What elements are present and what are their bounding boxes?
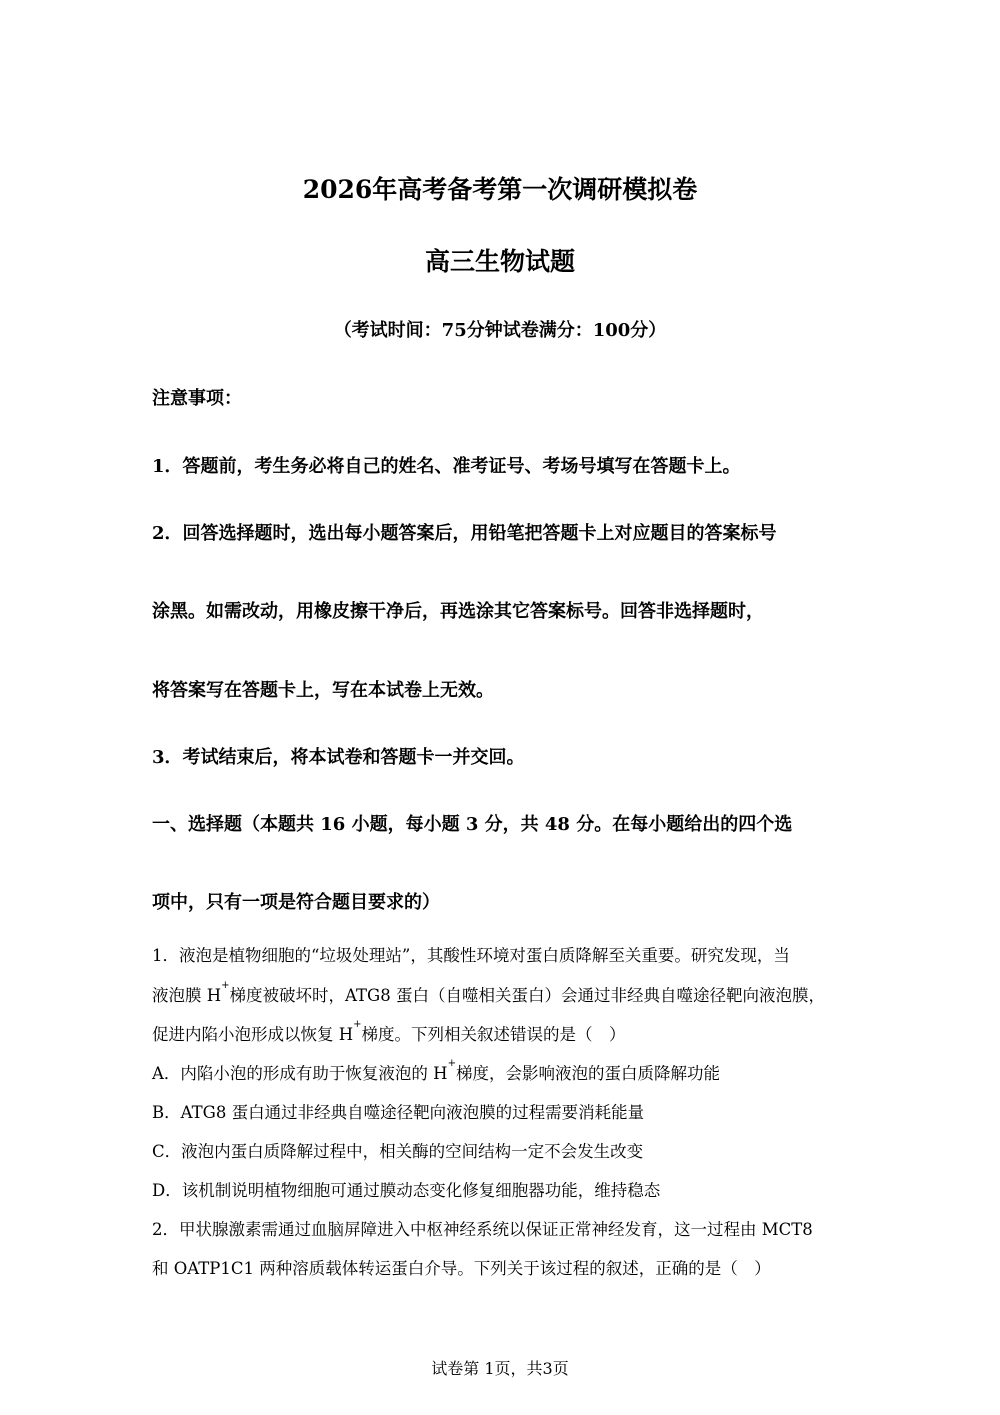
exam-info: （考试时间：75分钟试卷满分：100分） xyxy=(333,320,667,341)
question-2-stem: 和 OATP1C1 两种溶质载体转运蛋白介导。下列关于该过程的叙述，正确的是（ ） xyxy=(152,1259,771,1278)
question-1-option-a: A．内陷小泡的形成有助于恢复液泡的 H+梯度，会影响液泡的蛋白质降解功能 xyxy=(152,1058,720,1083)
superscript-plus: + xyxy=(353,1019,362,1030)
notice-item: 3．考试结束后，将本试卷和答题卡一并交回。 xyxy=(152,747,525,768)
question-1-option-b: B．ATG8 蛋白通过非经典自噬途径靶向液泡膜的过程需要消耗能量 xyxy=(152,1103,645,1122)
exam-title: 2026年高考备考第一次调研模拟卷 xyxy=(302,175,698,204)
page-footer: 试卷第 1页，共3页 xyxy=(431,1359,569,1378)
notice-item: 2．回答选择题时，选出每小题答案后，用铅笔把答题卡上对应题目的答案标号 xyxy=(152,523,777,544)
question-1-option-d: D．该机制说明植物细胞可通过膜动态变化修复细胞器功能，维持稳态 xyxy=(152,1181,661,1200)
section-heading-cont: 项中，只有一项是符合题目要求的） xyxy=(152,892,440,913)
notice-item: 1．答题前，考生务必将自己的姓名、准考证号、考场号填写在答题卡上。 xyxy=(152,456,741,477)
question-1-option-c: C．液泡内蛋白质降解过程中，相关酶的空间结构一定不会发生改变 xyxy=(152,1142,644,1161)
notice-item: 将答案写在答题卡上，写在本试卷上无效。 xyxy=(152,680,494,701)
section-heading: 一、选择题（本题共 16 小题，每小题 3 分，共 48 分。在每小题给出的四个选 xyxy=(152,814,793,835)
superscript-plus: + xyxy=(221,980,230,991)
question-1-stem: 1．液泡是植物细胞的“垃圾处理站”，其酸性环境对蛋白质降解至关重要。研究发现，当 xyxy=(152,946,790,965)
question-1-stem: 液泡膜 H+梯度被破坏时，ATG8 蛋白（自噬相关蛋白）会通过非经典自噬途径靶向液泡膜， xyxy=(152,980,825,1005)
notice-item: 涂黑。如需改动，用橡皮擦干净后，再选涂其它答案标号。回答非选择题时， xyxy=(152,601,764,622)
notice-heading: 注意事项： xyxy=(152,388,242,409)
exam-subtitle: 高三生物试题 xyxy=(424,247,575,276)
superscript-plus: + xyxy=(447,1058,456,1069)
question-2-stem: 2．甲状腺激素需通过血脑屏障进入中枢神经系统以保证正常神经发育，这一过程由 MCT8 xyxy=(152,1220,813,1239)
question-1-stem: 促进内陷小泡形成以恢复 H+梯度。下列相关叙述错误的是（ ） xyxy=(152,1019,626,1044)
